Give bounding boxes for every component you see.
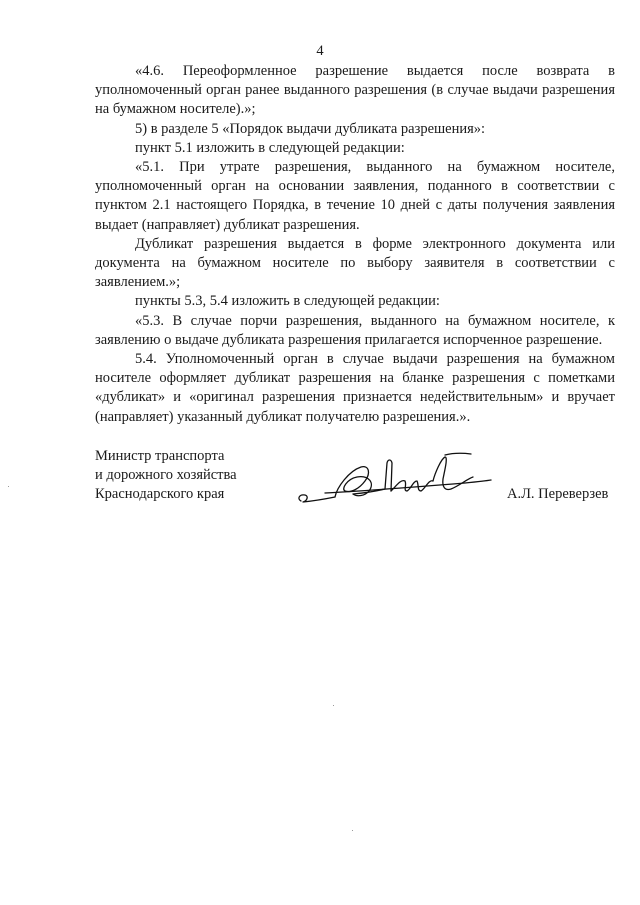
signer-title-line: Краснодарского края [95,486,225,502]
signer-title-line: и дорожного хозяйства [95,467,237,483]
scan-speck [8,486,9,487]
paragraph-item-5-1-intro: пункт 5.1 изложить в следующей редакции: [135,139,405,156]
paragraph-section-5: 5) в разделе 5 «Порядок выдачи дубликата разрешения»: [135,120,486,137]
scan-speck [333,705,334,706]
paragraph-items-5-3-5-4-intro: пункты 5.3, 5.4 изложить в следующей редакции: [135,293,440,310]
signer-name: А.Л. Переверзев [507,486,609,502]
paragraph-5-4: 5.4. Уполномоченный орган в случае выдачи разрешения на бумажном носителе оформляет дубликат разрешения на бланке разрешения с пометками «дубликат» и «оригинал разрешения признается недействительным» и вручает (направляет) указанный дубликат получателю разрешения.». [95,351,615,425]
scan-speck [352,830,353,831]
signature-block [95,447,615,527]
signer-title-line: Министр транспорта [95,448,225,464]
handwritten-signature [295,449,495,509]
signer-title [95,447,237,504]
paragraph-4-6: «4.6. Переоформленное разрешение выдается после возврата в уполномоченный орган ранее выданного разрешения (в случае выдачи разрешения на бумажном носителе).»; [95,63,615,118]
page-number: 4 [316,43,324,59]
document-body [95,62,615,427]
paragraph-5-1: «5.1. При утрате разрешения, выданного на бумажном носителе, уполномоченный орган на основании заявления, поданного в соответствии с пунктом 2.1 настоящего Порядка, в течение 10 дней с даты получения заявления выдает (направляет) дубликат разрешения. [95,159,615,233]
paragraph-duplicate-form: Дубликат разрешения выдается в форме электронного документа или документа на бумажном носителе по выбору заявителя в соответствии с заявлением.»; [95,235,615,291]
paragraph-5-3: «5.3. В случае порчи разрешения, выданного на бумажном носителе, к заявлению о выдаче дубликата разрешения прилагается испорченное разрешение. [95,312,615,348]
